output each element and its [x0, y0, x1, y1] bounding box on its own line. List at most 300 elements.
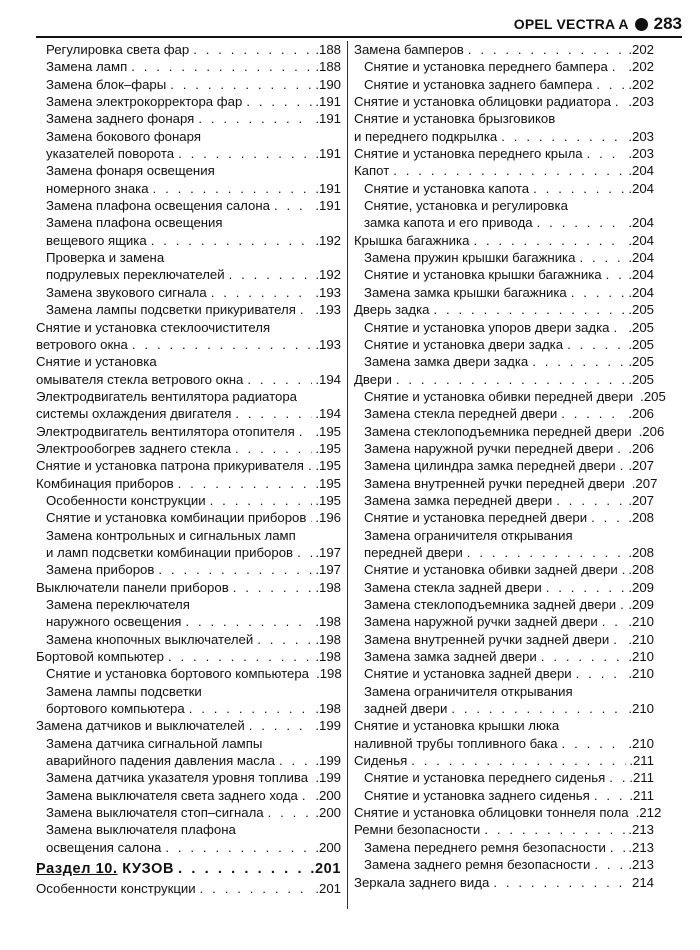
toc-entry-page: .195: [315, 423, 341, 439]
dot-leader: [299, 423, 313, 440]
toc-entry: [354, 475, 658, 492]
toc-entry-title-line: Замена лампы подсветки: [46, 683, 202, 699]
toc-entry-page: .197: [315, 562, 341, 578]
toc-entry-page: .203: [628, 128, 654, 144]
toc-entry-page: .198: [315, 614, 341, 630]
toc-entry-title-line: Снятие и установка задней двери: [364, 666, 572, 682]
toc-entry-page: .204: [628, 284, 654, 300]
book-title: OPEL VECTRA A: [513, 16, 629, 32]
toc-entry-page: .210: [628, 701, 654, 717]
toc-entry: [36, 880, 341, 897]
toc-entry: [36, 717, 341, 734]
toc-entry-page: .193: [315, 336, 341, 352]
toc-entry-page: .198: [315, 579, 341, 595]
toc-entry-page: .206: [638, 423, 665, 439]
toc-entry-title-line: Ремни безопасности: [354, 822, 481, 838]
toc-entry-page: .213: [628, 857, 654, 873]
toc-entry: [354, 110, 654, 145]
toc-entry-title-line: замка капота и его привода: [364, 215, 533, 231]
toc-entry: [354, 388, 666, 405]
toc-entry-page: .201: [315, 881, 341, 897]
toc-entry-page: .199: [315, 718, 341, 734]
dot-leader: [165, 839, 312, 856]
toc-entry-title-line: Особенности конструкции: [36, 881, 196, 897]
toc-entry-title-line: Замена замка крышки багажника: [364, 284, 567, 300]
dot-leader: [246, 93, 312, 110]
toc-entry-title-line: Крышка багажника: [354, 232, 470, 248]
toc-entry: [354, 319, 654, 336]
dot-leader: [610, 839, 625, 856]
toc-entry: [36, 665, 341, 682]
section-number: Раздел 10.: [36, 861, 118, 878]
dot-leader: [612, 58, 626, 75]
toc-entry: [36, 353, 341, 388]
toc-entry-page: .195: [315, 458, 341, 474]
toc-entry-title-line: Снятие и установка переднего крыла: [354, 146, 583, 162]
dot-leader: [562, 735, 626, 752]
toc-entry-title-line: задней двери: [364, 701, 448, 717]
toc-entry-title-line: Замена заднего ремня безопасности: [364, 857, 591, 873]
toc-entry: [354, 457, 654, 474]
dot-leader: [541, 648, 626, 665]
dot-leader: [561, 405, 625, 422]
dot-leader: [556, 492, 625, 509]
toc-entry-page: .200: [315, 839, 341, 855]
toc-entry: [354, 76, 654, 93]
dot-leader: [393, 162, 625, 179]
toc-entry-page: .209: [628, 597, 654, 612]
toc-entry-page: .193: [315, 284, 341, 300]
dot-leader: [193, 41, 312, 58]
toc-entry: [36, 284, 341, 301]
toc-entry: [354, 769, 654, 786]
toc-entry-title-line: Снятие и установка упоров двери задка: [364, 319, 610, 335]
toc-entry-page: .204: [628, 232, 654, 248]
toc-entry-title-line: Снятие и установка крышки багажника: [364, 267, 602, 283]
dot-leader: [185, 613, 312, 630]
toc-entry-title-line: Снятие и установка переднего сиденья: [364, 770, 606, 786]
toc-entry: [354, 665, 654, 682]
toc-entry-title-line: Замена ламп: [46, 59, 128, 75]
toc-entry-title-line: подрулевых переключателей: [46, 267, 225, 283]
toc-entry-page: .204: [628, 250, 654, 266]
toc-entry-title-line: Замена лампы подсветки прикуривателя: [46, 302, 296, 318]
toc-entry-title-line: Замена замка двери задка: [364, 354, 529, 370]
toc-entry-title-line: Замена электрокорректора фар: [46, 94, 243, 110]
toc-entry-page: .195: [315, 440, 341, 456]
page-number: 283: [653, 14, 682, 33]
toc-entry-title-line: Замена фонаря освещения: [46, 163, 215, 179]
toc-entry-title-line: Снятие и установка облицовки радиатора: [354, 94, 611, 110]
toc-entry-title-line: Бортовой компьютер: [36, 649, 164, 665]
dot-leader: [594, 787, 626, 804]
toc-entry: [354, 423, 665, 440]
dot-leader: [308, 457, 312, 474]
dot-leader: [587, 145, 626, 162]
toc-entry-page: .194: [315, 406, 341, 422]
toc-entry-page: .198: [315, 701, 341, 717]
toc-entry: [36, 579, 341, 596]
toc-entry: [36, 821, 341, 856]
dot-leader: [473, 232, 625, 249]
dot-leader: [396, 371, 626, 388]
dot-leader: [622, 561, 626, 578]
dot-leader: [533, 180, 625, 197]
dot-leader: [451, 700, 625, 717]
toc-entry: [36, 787, 341, 804]
toc-entry-page: .193: [315, 302, 341, 318]
dot-leader: [579, 249, 625, 266]
toc-entry-page: .210: [628, 735, 654, 751]
dot-leader: [210, 492, 313, 509]
toc-entry-title-line: Замена переключателя: [46, 597, 190, 612]
dot-leader: [153, 180, 313, 197]
toc-entry-title-line: Замена бокового фонаря: [46, 128, 201, 144]
toc-entry-page: .195: [315, 492, 341, 508]
toc-entry-title-line: и ламп подсветки комбинации приборов: [46, 544, 294, 560]
toc-entry-title-line: освещения салона: [46, 839, 162, 855]
toc-entry: [354, 405, 654, 422]
toc-entry-page: .206: [628, 440, 654, 456]
toc-entry-title-line: Двери: [354, 371, 392, 387]
dot-leader: [178, 860, 307, 879]
toc-entry-page: .205: [628, 319, 654, 335]
toc-entry-title-line: Замена датчика указателя уровня топлива: [46, 770, 309, 786]
toc-entry-page: .207: [628, 458, 654, 474]
toc-entry: [36, 440, 341, 457]
dot-leader: [411, 752, 626, 769]
dot-leader: [594, 856, 625, 873]
toc-entry-title-line: Сиденья: [354, 753, 408, 769]
toc-entry-title-line: Снятие и установка обивки задней двери: [364, 562, 618, 578]
dot-leader: [310, 509, 312, 526]
toc-entry: [36, 804, 341, 821]
toc-entry: [36, 128, 341, 163]
toc-entry-page: .199: [315, 770, 341, 786]
toc-entry: [354, 579, 654, 596]
toc-entry: [354, 162, 654, 179]
dot-leader: [302, 787, 312, 804]
toc-entry-title-line: Замена замка передней двери: [364, 492, 553, 508]
dot-leader: [178, 475, 313, 492]
toc-entry-page: .191: [315, 94, 341, 110]
dot-leader: [602, 613, 626, 630]
toc-entry-title-line: Замена стеклоподъемника задней двери: [364, 597, 617, 612]
toc-entry-title-line: аварийного падения давления масла: [46, 753, 275, 769]
dot-leader: [615, 93, 625, 110]
toc-entry: [36, 93, 341, 110]
toc-entry: [36, 301, 341, 318]
toc-entry-title-line: Снятие и установка крышки люка: [354, 718, 560, 734]
toc-entry: [354, 93, 654, 110]
toc-entry-title-line: Замена внутренней ручки передней двери: [364, 475, 625, 491]
toc-entry-title-line: вещевого ящика: [46, 232, 147, 248]
toc-entry: [36, 492, 341, 509]
toc-entry-title-line: Замена стекла передней двери: [364, 406, 558, 422]
toc-entry-title-line: Дверь задка: [354, 302, 430, 318]
toc-entry-title-line: Замена пружин крышки багажника: [364, 250, 576, 266]
toc-entry-page: .191: [315, 198, 341, 214]
toc-entry: [354, 371, 654, 388]
toc-entry-title-line: Снятие и установка переднего бампера: [364, 59, 608, 75]
toc-entry: [36, 457, 341, 474]
toc-entry-title-line: Замена цилиндра замка передней двери: [364, 458, 616, 474]
toc-entry: [354, 41, 654, 58]
toc-entry-page: .203: [628, 146, 654, 162]
toc-entry-title-line: Замена плафона освещения: [46, 215, 223, 231]
dot-leader: [198, 110, 312, 127]
toc-entry-title-line: Замена выключателя стоп–сигнала: [46, 805, 264, 821]
dot-leader: [257, 631, 312, 648]
toc-entry-page: .204: [628, 163, 654, 179]
toc-entry: [354, 492, 654, 509]
toc-entry-title-line: Замена ограничителя открывания: [364, 527, 573, 543]
toc-entry-page: .202: [628, 42, 654, 57]
dot-leader: [493, 874, 629, 891]
dot-leader: [170, 76, 312, 93]
toc-entry-title-line: Снятие и установка заднего бампера: [364, 76, 593, 92]
toc-entry-title-line: Снятие и установка обивки передней двери: [364, 388, 634, 404]
toc-entry: [36, 631, 341, 648]
dot-leader: [546, 579, 626, 596]
dot-leader: [300, 301, 312, 318]
dot-leader: [151, 232, 313, 249]
toc-entry: [354, 648, 654, 665]
toc-entry-title-line: Снятие и установка облицовки тоннеля пола: [354, 805, 629, 821]
toc-entry-page: .205: [628, 336, 654, 352]
toc-entry-page: .188: [315, 59, 341, 75]
dot-leader: [501, 128, 625, 145]
toc-entry: [354, 58, 654, 75]
toc-entry: [354, 804, 662, 821]
toc-entry-page: .204: [628, 267, 654, 283]
toc-entry: [354, 180, 654, 197]
toc-entry-page: .198: [316, 666, 342, 682]
toc-entry-title-line: указателей поворота: [46, 146, 175, 162]
dot-leader: [233, 579, 313, 596]
toc-entry-title-line: и переднего подкрылка: [354, 128, 498, 144]
toc-entry-title-line: Снятие и установка бортового компьютера: [46, 666, 310, 682]
toc-entry: [36, 423, 341, 440]
toc-entry: [36, 197, 341, 214]
toc-entry-page: .204: [628, 180, 654, 196]
toc-entry-title-line: Регулировка света фар: [46, 42, 190, 57]
toc-entry: [36, 162, 341, 197]
toc-entry: [36, 769, 341, 786]
toc-entry-page: .200: [315, 805, 341, 821]
toc-entry-page: .191: [315, 111, 341, 127]
dot-leader: [297, 544, 312, 561]
toc-entry-title-line: Капот: [354, 163, 390, 179]
toc-entry-page: .190: [315, 76, 341, 92]
toc-entry: [36, 388, 341, 423]
toc-entry: [36, 683, 341, 718]
dot-leader: [247, 371, 312, 388]
dot-leader: [158, 561, 312, 578]
toc-entry-page: .210: [628, 649, 654, 665]
toc-entry: [354, 249, 654, 266]
running-header: [514, 14, 682, 34]
toc-entry-title-line: Снятие, установка и регулировка: [364, 198, 568, 214]
toc-entry-page: .211: [629, 787, 654, 803]
toc-entry-page: .204: [628, 215, 654, 231]
toc-entry-page: .207: [631, 475, 658, 491]
toc-entry: [354, 561, 654, 578]
toc-entry: [354, 527, 654, 562]
toc-entry-page: .205: [628, 302, 654, 318]
dot-leader: [200, 880, 313, 897]
toc-entry-title-line: Снятие и установка капота: [364, 180, 530, 196]
toc-entry-title-line: Замена звукового сигнала: [46, 284, 207, 300]
toc-entry-title-line: Замена выключателя света заднего хода: [46, 787, 298, 803]
toc-entry-title-line: Замена плафона освещения салона: [46, 198, 270, 214]
toc-entry: [354, 336, 654, 353]
toc-entry: [354, 440, 654, 457]
toc-entry-page: .200: [315, 787, 341, 803]
section-heading: [36, 860, 341, 879]
toc-entry-title-line: Замена выключателя плафона: [46, 822, 236, 838]
toc-entry: [354, 353, 654, 370]
toc-entry-page: .202: [628, 59, 654, 75]
toc-entry-title-line: омывателя стекла ветрового окна: [36, 371, 244, 387]
toc-entry-page: .196: [315, 510, 341, 526]
toc-entry-title-line: Электрообогрев заднего стекла: [36, 440, 232, 456]
toc-entry: [354, 631, 654, 648]
toc-entry: [36, 475, 341, 492]
toc-entry: [354, 613, 654, 630]
dot-leader: [235, 440, 312, 457]
toc-entry: [36, 596, 341, 631]
toc-entry-title-line: Проверка и замена: [46, 250, 165, 266]
toc-entry-title-line: Замена датчиков и выключателей: [36, 718, 245, 734]
toc-entry-title-line: Особенности конструкции: [46, 492, 206, 508]
dot-leader: [609, 769, 626, 786]
dot-leader: [613, 631, 625, 648]
toc-entry-title-line: Снятие и установка: [36, 354, 157, 370]
dot-leader: [279, 752, 312, 769]
header-rule: [36, 36, 682, 38]
dot-leader: [576, 665, 626, 682]
toc-entry-title-line: Снятие и установка брызговиков: [354, 111, 556, 127]
toc-entry: [354, 821, 654, 838]
toc-entry: [36, 58, 341, 75]
toc-entry-title-line: Замена наружной ручки передней двери: [364, 440, 614, 456]
toc-entry-title-line: Замена наружной ручки задней двери: [364, 614, 598, 630]
toc-entry-page: .194: [315, 371, 341, 387]
toc-entry: [36, 509, 341, 526]
dot-leader: [268, 804, 313, 821]
dot-leader: [132, 336, 312, 353]
toc-entry-page: .208: [628, 562, 654, 578]
dot-leader: [211, 284, 313, 301]
toc-entry-page: .192: [315, 267, 341, 283]
toc-entry-title-line: Замена внутренней ручки задней двери: [364, 631, 610, 647]
toc-entry: [354, 856, 654, 873]
toc-entry-page: .212: [635, 805, 662, 821]
toc-entry-title-line: Снятие и установка передней двери: [364, 510, 588, 526]
toc-entry: [36, 319, 341, 354]
toc-entry-title-line: Снятие и установка комбинации приборов: [46, 510, 307, 526]
section-name: КУЗОВ: [122, 861, 175, 878]
toc-entry-title-line: наливной трубы топливного бака: [354, 735, 558, 751]
toc-entry: [36, 76, 341, 93]
toc-entry-page: .210: [628, 614, 654, 630]
toc-entry-page: .191: [315, 146, 341, 162]
toc-entry-title-line: Замена замка задней двери: [364, 649, 537, 665]
toc-entry-page: .199: [315, 753, 341, 769]
dot-leader: [274, 197, 312, 214]
toc-entry: [36, 214, 341, 249]
dot-leader: [249, 717, 313, 734]
toc-entry: [36, 110, 341, 127]
toc-entry-page: 214: [631, 874, 654, 890]
toc-entry: [354, 787, 654, 804]
toc-entry-title-line: Электродвигатель вентилятора радиатора: [36, 388, 297, 404]
toc-entry-title-line: ветрового окна: [36, 336, 128, 352]
dot-leader: [131, 58, 312, 75]
toc-entry-page: .210: [628, 666, 654, 682]
dot-leader: [229, 266, 313, 283]
toc-entry-page: .211: [629, 770, 654, 786]
toc-entry: [354, 509, 654, 526]
toc-entry: [354, 232, 654, 249]
toc-entry: [354, 197, 654, 232]
toc-entry-title-line: номерного знака: [46, 180, 149, 196]
dot-leader: [532, 353, 625, 370]
dot-leader: [484, 821, 625, 838]
toc-entry-page: .198: [315, 631, 341, 647]
dot-leader: [537, 214, 626, 231]
toc-entry-title-line: Замена стекла задней двери: [364, 579, 542, 595]
column-divider: [347, 41, 348, 909]
toc-entry-page: .205: [628, 354, 654, 370]
dot-leader: [433, 301, 625, 318]
dot-leader: [591, 509, 625, 526]
toc-entry-title-line: системы охлаждения двигателя: [36, 406, 232, 422]
toc-entry-title-line: Замена ограничителя открывания: [364, 683, 573, 699]
toc-entry-title-line: передней двери: [364, 544, 463, 560]
dot-leader: [620, 596, 625, 613]
toc-entry-page: .197: [315, 544, 341, 560]
toc-entry-page: .191: [315, 180, 341, 196]
toc-entry-title-line: Снятие и установка стеклоочистителя: [36, 319, 271, 335]
toc-entry-page: .198: [315, 649, 341, 665]
toc-entry-page: .210: [628, 631, 654, 647]
toc-entry-page: .206: [628, 406, 654, 422]
dot-leader: [620, 457, 626, 474]
dot-leader: [613, 319, 625, 336]
toc-entry-title-line: Зеркала заднего вида: [354, 874, 490, 890]
toc-entry: [36, 561, 341, 578]
toc-entry-page: .208: [628, 510, 654, 526]
toc-entry-page: .205: [628, 371, 654, 387]
toc-entry: [354, 752, 654, 769]
toc-entry: [36, 249, 341, 284]
dot-leader: [606, 266, 626, 283]
toc-entry-title-line: Замена блок–фары: [46, 76, 167, 92]
toc-entry-title-line: Снятие и установка патрона прикуривателя: [36, 458, 304, 474]
dot-leader: [617, 440, 625, 457]
toc-entry-title-line: бортового компьютера: [46, 701, 185, 717]
toc-entry-page: .195: [315, 475, 341, 491]
toc-entry: [354, 717, 654, 752]
toc-entry-page: .205: [640, 388, 666, 404]
toc-entry-page: .203: [628, 94, 654, 110]
dot-leader: [467, 544, 626, 561]
toc-entry-page: .207: [628, 492, 654, 508]
toc-left-column: [36, 41, 341, 898]
toc-entry-page: .208: [628, 544, 654, 560]
